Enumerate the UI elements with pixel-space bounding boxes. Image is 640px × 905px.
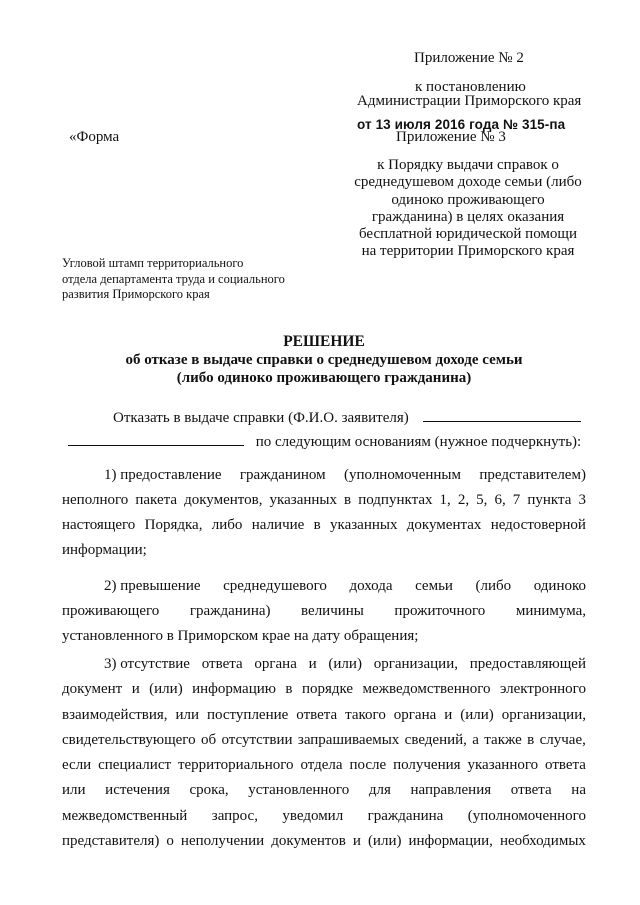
word: для xyxy=(368,782,391,799)
item-1-line xyxy=(62,492,586,517)
item-3-line xyxy=(62,757,586,782)
word: прожиточного xyxy=(394,603,486,619)
word: свидетельствующего xyxy=(62,731,196,748)
document-subtitle-line-1: об отказе в выдаче справки о среднедушевом доходе семьи xyxy=(125,352,523,368)
word: межведомственный xyxy=(62,807,188,824)
item-2-line xyxy=(62,628,586,653)
item-1 xyxy=(62,467,586,567)
word: уведомил xyxy=(282,807,344,824)
order-line: среднедушевом доходе семьи (либо xyxy=(354,174,582,191)
order-line: на территории Приморского края xyxy=(361,243,575,260)
item-3-line xyxy=(62,681,586,706)
word: либо xyxy=(211,517,243,533)
word: органа xyxy=(393,706,437,723)
word: документах xyxy=(406,517,482,533)
word: 3) отсутствие xyxy=(104,656,190,672)
word: поступление xyxy=(207,706,289,723)
word: необходимых xyxy=(499,833,586,850)
word: (уполномоченным xyxy=(344,467,461,483)
word: дохода xyxy=(349,578,393,594)
word: информации; xyxy=(62,542,147,558)
word: или xyxy=(175,706,200,723)
item-3-line xyxy=(62,808,586,833)
word: наличие xyxy=(251,517,305,533)
word: в xyxy=(344,492,352,508)
word: одиноко xyxy=(533,578,586,594)
word: неполучении xyxy=(180,833,265,850)
word: также xyxy=(484,731,522,748)
corner-stamp-line: отдела департамента труда и социального xyxy=(62,271,285,286)
corner-stamp-note xyxy=(62,256,285,303)
item-2-line xyxy=(62,578,586,603)
word: Порядка, xyxy=(144,517,203,533)
word: представителя) xyxy=(62,833,160,850)
item-2-line xyxy=(62,603,586,628)
word: территориального xyxy=(177,757,294,774)
word: и xyxy=(131,681,140,698)
word: среднедушевого xyxy=(223,578,327,594)
word: документов, xyxy=(184,492,263,508)
grounds-text: по следующим основаниям (нужное подчеркнуть): xyxy=(255,434,582,450)
word: специалист xyxy=(98,757,172,774)
word: или xyxy=(62,782,86,799)
word: межведомственного xyxy=(362,681,491,698)
refuse-line-2 xyxy=(68,432,581,451)
order-line: бесплатной юридической помощи xyxy=(358,226,577,243)
corner-stamp-line: развития Приморского края xyxy=(62,287,210,301)
word: ответа xyxy=(510,782,552,799)
item-3-line xyxy=(62,833,586,858)
word: органа xyxy=(254,656,297,672)
word: установленного в Приморском крае на дату обращения; xyxy=(62,628,419,644)
word: (или) xyxy=(328,656,362,672)
word: величины xyxy=(301,603,364,619)
word: порядке xyxy=(301,681,354,698)
word: ответа xyxy=(545,757,586,774)
word: минимума, xyxy=(515,603,586,619)
word: ответа xyxy=(201,656,243,672)
word: указанных xyxy=(330,517,398,533)
word: указанных xyxy=(269,492,337,508)
word: и xyxy=(308,656,317,672)
item-1-line xyxy=(62,542,586,567)
word: в xyxy=(527,731,535,748)
appendix-2-label: Приложение № 2 xyxy=(414,50,524,66)
item-1-line xyxy=(62,517,586,542)
word: отдела xyxy=(300,757,343,774)
order-line: одиноко проживающего xyxy=(391,191,545,208)
appendix-3-label: Приложение № 3 xyxy=(396,129,506,145)
word: (или) xyxy=(460,706,494,723)
word: пакета xyxy=(135,492,178,508)
order-line: гражданина) в целях оказания xyxy=(371,208,565,225)
word: 2, xyxy=(457,492,470,508)
word: недостоверной xyxy=(490,517,586,533)
word: направления xyxy=(410,782,492,799)
word: проживающего xyxy=(62,603,160,619)
word: информацию xyxy=(192,681,276,698)
applicant-name-field-continued[interactable] xyxy=(68,432,244,446)
item-3-line xyxy=(62,707,586,732)
word: и xyxy=(352,833,361,850)
word: на xyxy=(571,782,586,799)
word: гражданина) xyxy=(189,603,271,619)
word: (либо xyxy=(475,578,512,594)
word: организации, xyxy=(373,656,458,672)
word: документ xyxy=(62,681,123,698)
word: а xyxy=(472,731,479,748)
administration-label: Администрации Приморского края xyxy=(357,93,582,109)
word: 5, xyxy=(476,492,488,508)
word: случае, xyxy=(539,731,586,748)
word: взаимодействия, xyxy=(62,706,168,723)
word: гражданина xyxy=(367,807,444,824)
word: и xyxy=(444,706,453,723)
corner-stamp-line: Угловой штамп территориального xyxy=(62,256,244,270)
item-1-line xyxy=(62,467,586,492)
word: настоящего xyxy=(62,517,136,533)
word: (уполномоченного xyxy=(467,807,586,824)
item-3-line xyxy=(62,782,586,807)
word: истечения xyxy=(105,782,170,799)
word: 3 xyxy=(578,492,586,508)
refuse-line-1 xyxy=(113,408,581,427)
document-subtitle-line-2: (либо одиноко проживающего гражданина) xyxy=(176,370,472,386)
word: 1, xyxy=(439,492,451,508)
word: срока, xyxy=(189,782,229,799)
word: предоставляющей xyxy=(469,656,586,672)
item-3-line xyxy=(62,732,586,757)
word: пункта xyxy=(527,492,572,508)
word: в xyxy=(285,681,293,698)
forma-label: «Форма xyxy=(69,129,120,145)
word: отсутствии xyxy=(221,731,293,748)
applicant-name-field[interactable] xyxy=(423,408,581,422)
word: 1) предоставление xyxy=(104,467,222,483)
word: указанного xyxy=(467,757,539,774)
refuse-text: Отказать в выдаче справки (Ф.И.О. заявителя) xyxy=(113,410,409,426)
word: если xyxy=(62,757,92,774)
word: (или) xyxy=(367,833,402,850)
word: документов xyxy=(271,833,346,850)
document-title: РЕШЕНИЕ xyxy=(283,333,365,350)
word: организации, xyxy=(501,706,586,723)
order-line: к Порядку выдачи справок о xyxy=(377,157,559,173)
word: электронного xyxy=(499,681,586,698)
word: 7 xyxy=(512,492,521,508)
word: сведений, xyxy=(404,731,467,748)
word: запрашиваемых xyxy=(297,731,400,748)
word: об xyxy=(200,731,217,748)
word: установленного xyxy=(248,782,350,799)
word: такого xyxy=(345,706,386,723)
word: запрос, xyxy=(211,807,258,824)
word: представителем) xyxy=(479,467,586,483)
item-2 xyxy=(62,578,586,653)
word: гражданином xyxy=(239,467,326,483)
word: подпунктах xyxy=(358,492,433,508)
to-resolution-label: к постановлению xyxy=(415,79,526,95)
word: ответа xyxy=(296,706,338,723)
item-3-line xyxy=(62,656,586,681)
item-3 xyxy=(62,656,586,858)
word: получения xyxy=(393,757,461,774)
word: 6, xyxy=(494,492,506,508)
word: неполного xyxy=(62,492,129,508)
word: в xyxy=(313,517,321,533)
word: семьи xyxy=(415,578,453,594)
date-stamp: от 13 июля 2016 года № 315-па xyxy=(357,117,566,132)
word: (или) xyxy=(149,681,183,698)
word: после xyxy=(349,757,387,774)
word: 2) превышение xyxy=(104,578,201,594)
word: о xyxy=(166,833,174,850)
word: информации, xyxy=(408,833,493,850)
order-reference xyxy=(330,157,606,261)
